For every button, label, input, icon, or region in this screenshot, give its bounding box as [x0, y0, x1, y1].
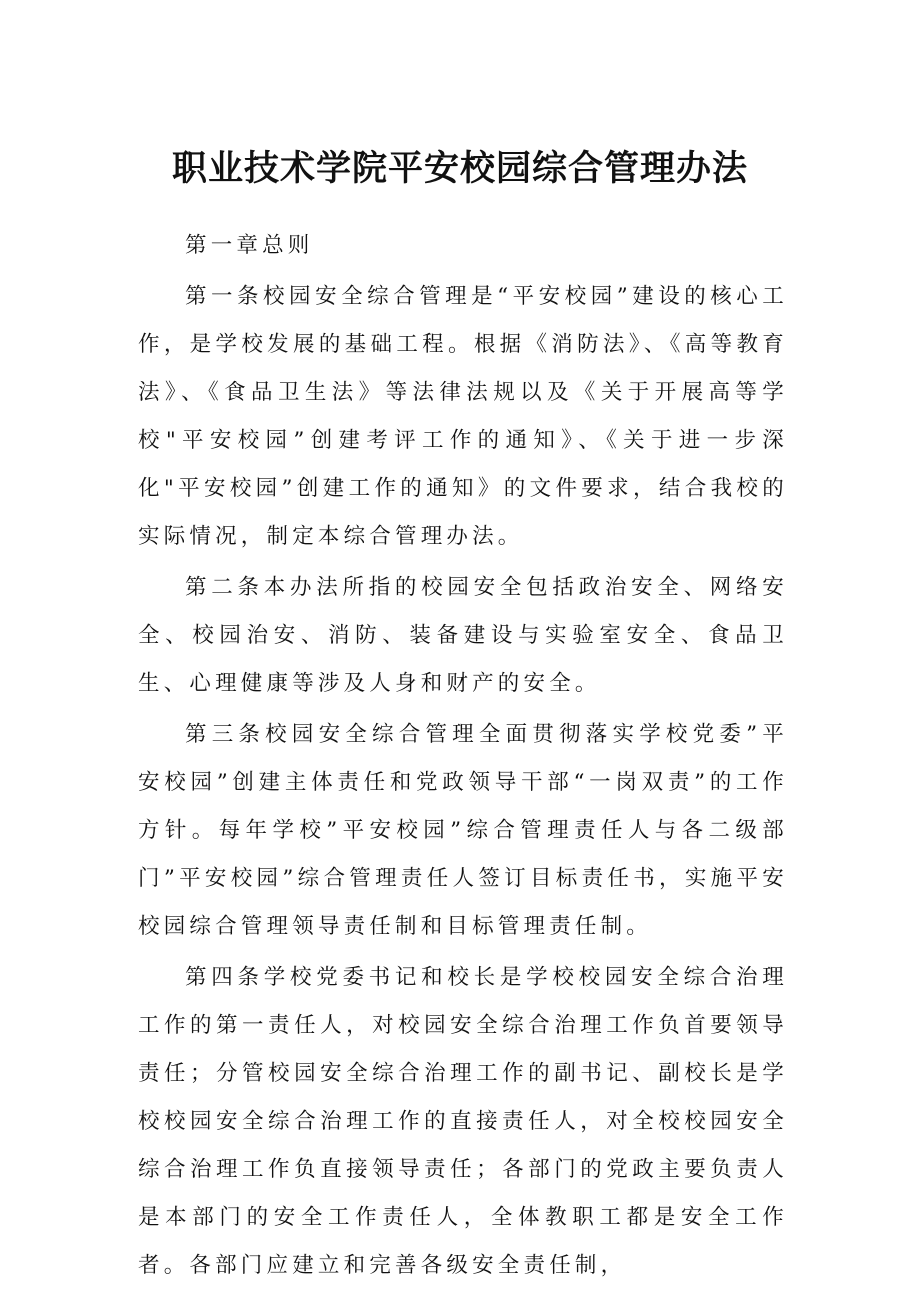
article-4: 第四条学校党委书记和校长是学校校园安全综合治理工作的第一责任人，对校园安全综合治理工作负首要领导责任；分管校园安全综合治理工作的副书记、副校长是学校校园安全综合治理工作的直接责任人，对全校校园安全综合治理工作负直接领导责任；各部门的党政主要负责人是本部门的安全工作责任人，全体教职工都是安全工作者。各部门应建立和完善各级安全责任制，: [138, 965, 788, 1278]
page-title: 职业技术学院平安校园综合管理办法: [171, 149, 748, 189]
chapter-heading: 第一章总则: [185, 233, 314, 258]
document-body: [138, 222, 788, 1293]
article-1: 第一条校园安全综合管理是“平安校园”建设的核心工作，是学校发展的基础工程。根据《消防法》、《高等教育法》、《食品卫生法》等法律法规以及《关于开展高等学校"平安校园”创建考评工作的通知》、《关于进一步深化"平安校园”创建工作的通知》的文件要求，结合我校的实际情况，制定本综合管理办法。: [138, 284, 788, 549]
article-3: 第三条校园安全综合管理全面贯彻落实学校党委”平安校园”创建主体责任和党政领导干部“一岗双责”的工作方针。每年学校”平安校园”综合管理责任人与各二级部门”平安校园”综合管理责任人签订目标责任书，实施平安校园综合管理领导责任制和目标管理责任制。: [138, 722, 788, 939]
article-2: 第二条本办法所指的校园安全包括政治安全、网络安全、校园治安、消防、装备建设与实验室安全、食品卫生、心理健康等涉及人身和财产的安全。: [138, 575, 788, 696]
